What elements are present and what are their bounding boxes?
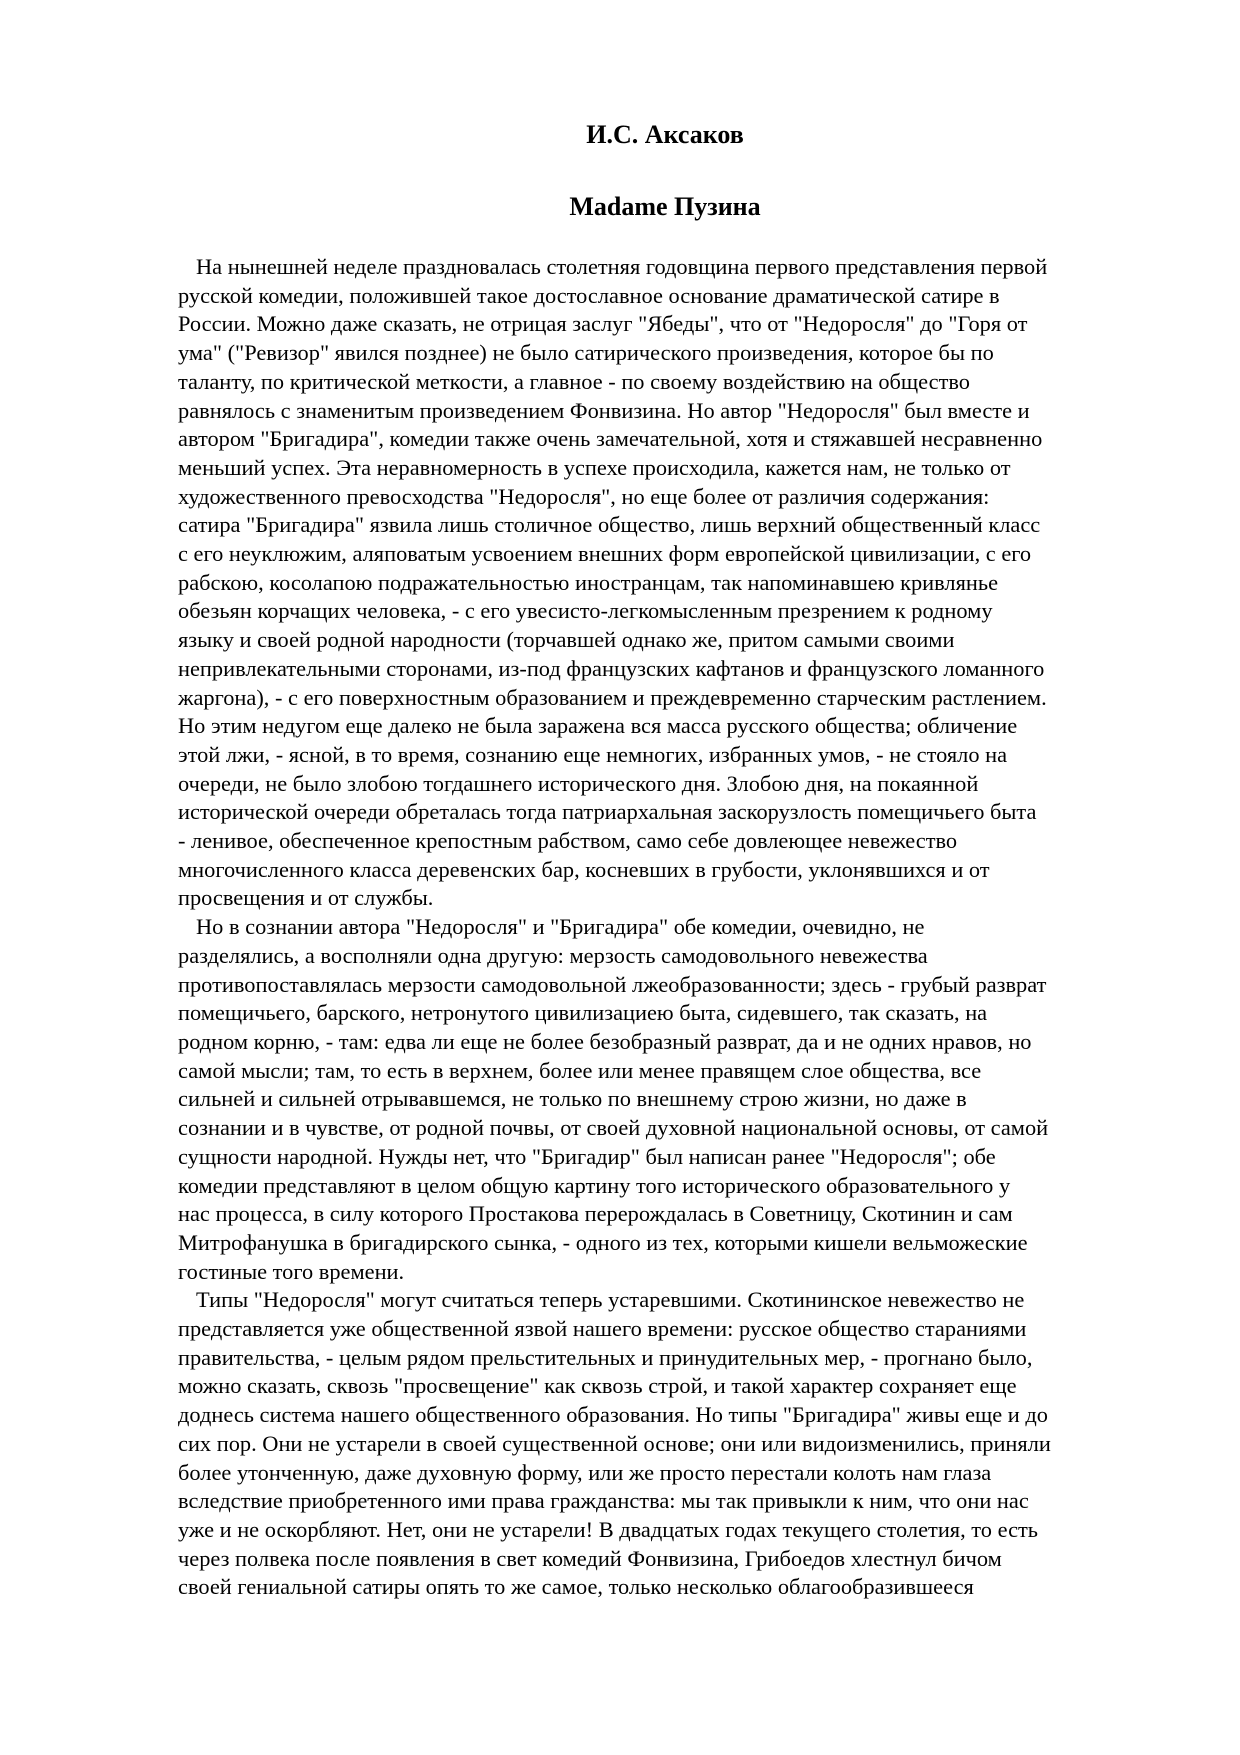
text-line: сознании и в чувстве, от родной почвы, от своей духовной национальной основы, от самой: [178, 1115, 1049, 1141]
paragraph-1: [178, 253, 1158, 913]
text-line: гостиные того времени.: [178, 1258, 405, 1284]
text-line: родном корню, - там: едва ли еще не более безобразный разврат, да и не одних нравов, но: [178, 1028, 1032, 1054]
text-line: правительства, - целым рядом прельстительных и принудительных мер, - прогнано было,: [178, 1344, 1033, 1370]
text-line: исторической очереди обреталась тогда патриархальная заскорузлость помещичьего быта: [178, 799, 1037, 825]
text-line: этой лжи, - ясной, в то время, сознанию еще немногих, избранных умов, - не стояло на: [178, 741, 1008, 767]
text-line: с его неуклюжим, аляповатым усвоением внешних форм европейской цивилизации, с его: [178, 541, 1032, 567]
text-line: противопоставлялась мерзости самодовольной лжеобразованности; здесь - грубый разврат: [178, 971, 1047, 997]
text-line: можно сказать, сквозь "просвещение" как сквозь строй, и такой характер сохраняет еще: [178, 1373, 1017, 1399]
text-line: комедии представляют в целом общую картину того исторического образовательного у: [178, 1172, 1011, 1198]
text-line: очереди, не было злобою тогдашнего исторического дня. Злобою дня, на покаянной: [178, 770, 979, 796]
text-line: многочисленного класса деревенских бар, косневших в грубости, уклонявшихся и от: [178, 856, 990, 882]
text-line: доднесь система нашего общественного образования. Но типы "Бригадира" живы еще и до: [178, 1402, 1048, 1428]
text-line: помещичьего, барского, нетронутого цивилизациею быта, сидевшего, так сказать, на: [178, 1000, 988, 1026]
text-line: рабскою, косолапою подражательностью иностранцам, так напоминавшею кривлянье: [178, 569, 999, 595]
text-line: через полвека после появления в свет комедий Фонвизина, Грибоедов хлестнул бичом: [178, 1545, 1002, 1571]
text-line: На нынешней неделе праздновалась столетняя годовщина первого представления первой: [196, 254, 1048, 279]
text-line: автором "Бригадира", комедии также очень замечательной, хотя и стяжавшей несравненно: [178, 426, 1043, 452]
text-line: Но в сознании автора "Недоросля" и "Бригадира" обе комедии, очевидно, не: [196, 914, 925, 940]
paragraph-2: [178, 913, 1158, 1286]
text-line: вследствие приобретенного ими права гражданства: мы так привыкли к ним, что они нас: [178, 1488, 1029, 1514]
text-line: равнялось с знаменитым произведением Фонвизина. Но автор "Недоросля" был вместе и: [178, 397, 1030, 423]
text-line: нас процесса, в силу которого Простакова перерождалась в Советницу, Скотинин и сам: [178, 1201, 1013, 1227]
document-body: [178, 253, 1158, 1602]
document-author: И.С. Аксаков: [586, 120, 744, 149]
text-line: просвещения и от службы.: [178, 885, 434, 911]
text-line: обезьян корчащих человека, - с его увесисто-легкомысленным презрением к родному: [178, 598, 993, 624]
text-line: Типы "Недоросля" могут считаться теперь устаревшими. Скотининское невежество не: [196, 1287, 1025, 1313]
text-line: разделялись, а восполняли одна другую: мерзость самодовольного невежества: [178, 942, 928, 968]
text-line: - ленивое, обеспеченное крепостным рабством, само себе довлеющее невежество: [178, 828, 958, 854]
text-line: русской комедии, положившей такое достославное основание драматической сатире в: [178, 282, 1000, 308]
paragraph-3: [178, 1286, 1158, 1602]
text-line: меньший успех. Эта неравномерность в успехе происходила, кажется нам, не только от: [178, 454, 1011, 480]
text-line: сильней и сильней отрывавшемся, не только по внешнему строю жизни, но даже в: [178, 1086, 967, 1112]
text-line: сущности народной. Нужды нет, что "Бригадир" был написан ранее "Недоросля"; обе: [178, 1143, 996, 1169]
text-line: своей гениальной сатиры опять то же самое, только несколько облагообразившееся: [178, 1574, 974, 1600]
text-line: Но этим недугом еще далеко не была заражена вся масса русского общества; обличение: [178, 713, 1018, 739]
text-line: непривлекательными сторонами, из-под французских кафтанов и французского ломанного: [178, 655, 1045, 681]
text-line: Митрофанушка в бригадирского сынка, - одного из тех, которыми кишели вельможеские: [178, 1229, 1028, 1255]
text-line: уже и не оскорбляют. Нет, они не устарели! В двадцатых годах текущего столетия, то есть: [178, 1516, 1039, 1542]
text-line: ума" ("Ревизор" явился позднее) не было сатирического произведения, которое бы по: [178, 340, 994, 366]
text-line: представляется уже общественной язвой нашего времени: русское общество стараниями: [178, 1316, 1027, 1342]
text-line: России. Можно даже сказать, не отрицая заслуг "Ябеды", что от "Недоросля" до "Горя от: [178, 311, 1028, 337]
document-title: Madame Пузина: [569, 192, 761, 221]
text-line: художественного превосходства "Недоросля", но еще более от различия содержания:: [178, 483, 990, 509]
text-line: языку и своей родной народности (торчавшей однако же, притом самыми своими: [178, 627, 955, 653]
text-line: самой мысли; там, то есть в верхнем, более или менее правящем слое общества, все: [178, 1057, 982, 1083]
text-line: таланту, по критической меткости, а главное - по своему воздействию на общество: [178, 368, 970, 394]
text-line: сих пор. Они не устарели в своей существенной основе; они или видоизменились, приняли: [178, 1430, 1051, 1456]
text-line: более утонченную, даже духовную форму, или же просто перестали колоть нам глаза: [178, 1459, 992, 1485]
text-line: жаргона), - с его поверхностным образованием и преждевременно старческим растлением.: [178, 684, 1047, 710]
text-line: сатира "Бригадира" язвила лишь столичное общество, лишь верхний общественный класс: [178, 512, 1041, 538]
